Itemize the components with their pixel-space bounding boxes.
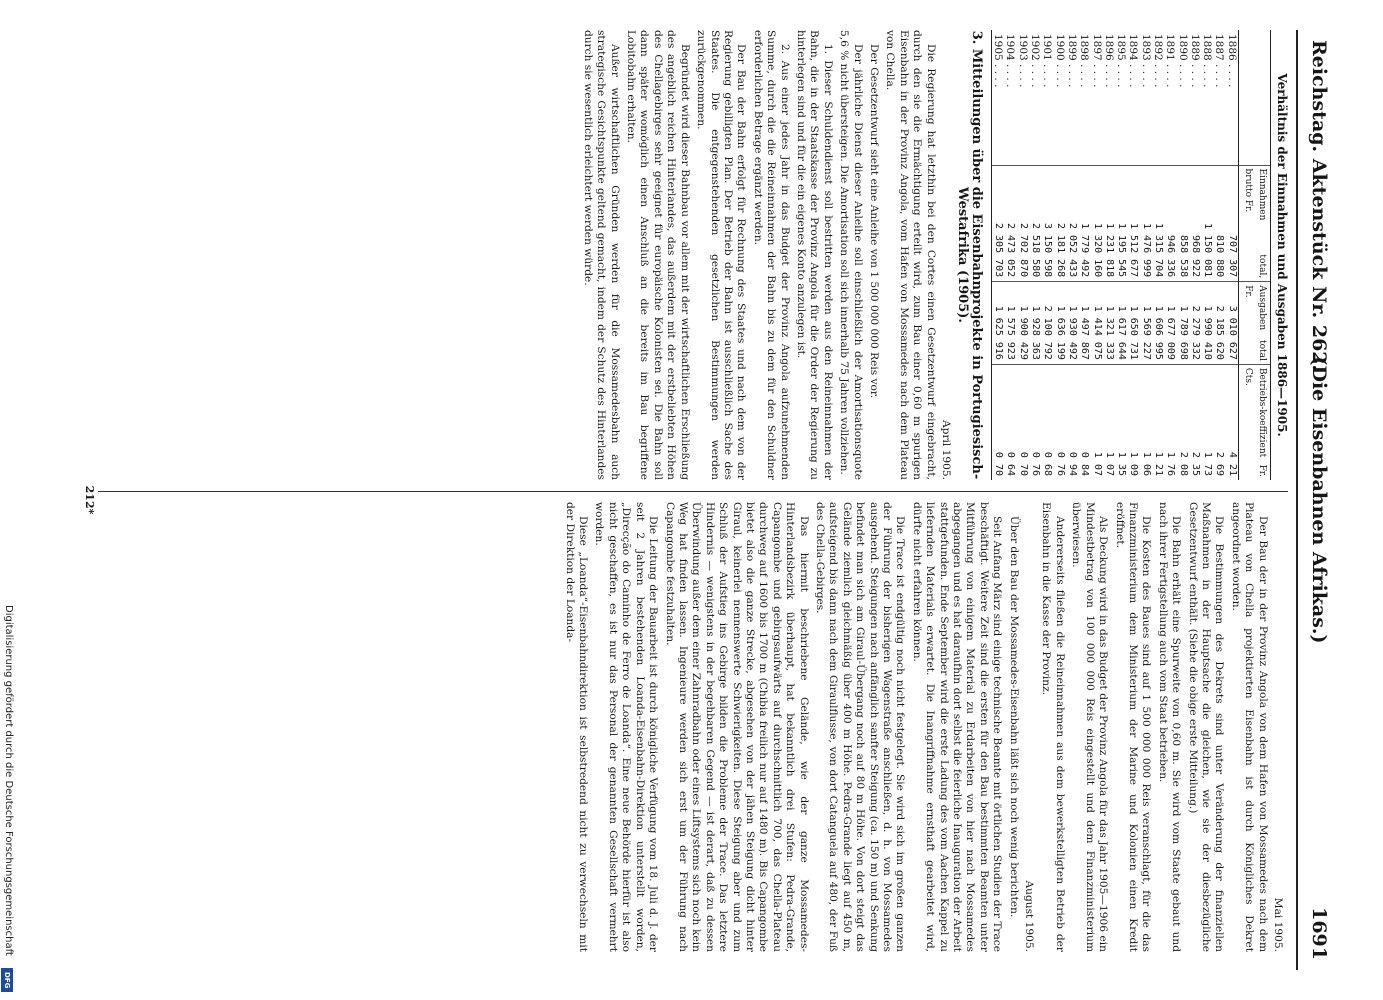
paragraph: Andererseits fließen die Reineinnahmen aus dem bewerkstelligten Betrieb der Eisenbahn in die Kasse der Provinz. [1040,502,1066,952]
table-cell-value: 1 990 410 [1201,282,1213,365]
table-cell-value: 2 185 620 [1213,282,1225,365]
table-cell-value: 0 64 [1004,364,1016,480]
table-cell-value: 2 305 703 [991,165,1004,282]
table-row [1053,30,1065,480]
table-cell-value: 968 922 [1189,165,1201,282]
paragraph: Die Regierung hat letzthin bei den Cortes einen Gesetzentwurf eingebracht, durch den sie die Ermächtigung erteilt wird, zum Bau einer 0,60 m spurigen Eisenbahn in der Provinz Angola, vom Hafen von Mossamedes nach dem Plateau von Chella. [884,30,937,480]
table-cell-value: 1 625 916 [991,282,1004,365]
table-cell-value: 858 538 [1176,165,1188,282]
paragraph: Die Bahn erhält eine Spurweite von 0,60 m. Sie wird vom Staate gebaut und nach ihrer Fertigstellung auch vom Staat betrieben. [1156,502,1183,952]
table-cell-value: 0 70 [1016,364,1028,480]
left-column [577,30,1288,480]
table-row [1164,30,1176,480]
table-cell-value: 946 336 [1164,165,1176,282]
table-cell-year: 1900 . . . . [1053,34,1066,88]
table-cell-value: 1 497 867 [1078,282,1090,365]
paragraph: Der Gesetzentwurf sieht eine Anleihe von 1 500 000 000 Reis vor. [868,44,880,399]
revenue-table [991,30,1271,480]
paragraph: Die Trace ist endgültig noch nicht festgelegt. Sie wird sich im großen ganzen der Führung der bisherigen Wagenstraße anschließen, d. h. von Mossamedes ausgehend. Steigungen nach anfänglich sanfter Steigung (ca. 150 m) und Senkung befindet man sich am Giraul-Übergang noch auf 80 m Höhe. Von dort steigt das Gelände ziemlich gleichmäßig über 400 m Höhe. Pedra-Grande liegt auf 450 m, aufsteigend bis dann nach dem Giraulflusse, von dort Catanguela auf 480, der Fuß des Chella-Gebirges. [814,502,907,952]
table-header-row [1238,30,1270,480]
funding-note [0,605,14,995]
table-cell-value: 1 650 731 [1127,282,1139,365]
table-cell-value: 1 512 677 [1127,165,1139,282]
header-rule [1296,30,1298,970]
table-cell-value: 2 473 052 [1004,165,1016,282]
table-row [1201,30,1213,480]
table-row [1189,30,1201,480]
table-row [1115,30,1127,480]
table-cell-value: 1 900 429 [1016,282,1028,365]
table-row [1213,30,1225,480]
left-body-text [580,30,936,480]
paragraph: Als Deckung wird in das Budget der Provinz Angola für das Jahr 1905—1906 ein Mindestbetrag von 100 000 000 Reis eingestellt und dem Finanzministerium überwiesen. [1070,502,1110,952]
table-cell-year: 1888 . . . . [1201,34,1214,88]
table-row [1127,30,1139,480]
date-label: April 1905. [940,420,953,480]
table-cell-value: 707 307 [1225,165,1238,282]
paragraph: Der Bau der Bahn erfolgt für Rechnung des Staates und nach dem von der Regierung gebilligten Plan. Der Betrieb der Bahn ist ausschließlich Sache des Staates. Die entgegenstehenden gesetzlichen Bestimmungen werden zurückgenommen. [695,30,748,480]
table-cell-year: 1890 . . . . [1176,34,1189,88]
paragraph: Seit Anfang März sind einige technische Beamte mit örtlichen Studien der Trace beschäftigt. Weitere Zeit sind die ersten für den Bau bestimmten Beamten unter Mitführung von einigem Material zu Erdarbeiten von hier nach Mossamedes abgegangen und es hat daraufhin dort selbst die feierliche Inauguration der Arbeit stattgefunden. Ende September wird die erste Ladung des vom Aachen Kappel zu liefernden Materials erwartet. Die Inangriffnahme ernsthaft gearbeitet wird, dürfte nicht erfahren können. [910,502,1004,952]
table-row [1139,30,1151,480]
paragraph: Außer wirtschaftlichen Gründen werden für die Mossamedesbahn auch strategische Gesichtspunkte geltend gemacht, indem der Schutz des Hinterlandes durch sie wesentlich erleichtert werden würde. [581,30,621,480]
table-header-col: Einnahmen total, brutto Fr. [1238,165,1270,282]
header-center: (Die Eisenbahnen Afrikas.) [1308,356,1330,644]
table-cell-year: 1894 . . . . [1127,34,1140,88]
date-label: Mai 1905. [1272,897,1284,952]
table-cell-value: 1 617 644 [1115,282,1127,365]
table-row [1103,30,1115,480]
table-title: Verhältnis der Einnahmen und Ausgaben 1886—1905. [1275,73,1289,437]
table-cell-year: 1905 . . . . [991,30,1004,165]
table-header-year [1238,30,1270,165]
paragraph: Diese „Loanda“-Eisenbahndirektion ist selbstredend nicht zu verwechseln mit der Direktion der Loanda- [563,502,590,952]
header-left: Reichstag. Aktenstück Nr. 262. [1308,40,1330,372]
paragraph: Über den Bau der Mossamedes-Eisenbahn läßt sich noch wenig berichten. [1007,516,1020,918]
table-cell-value: 1 789 698 [1176,282,1188,365]
table-cell-value: 810 880 [1213,165,1225,282]
table-header-col: Betriebs-koeffizient Fr. Cts. [1238,364,1270,480]
paragraph: Der Bau der in der Provinz Angola von dem Hafen von Mossamedes nach dem Plateau von Chella projektierten Eisenbahn ist durch Königliches Dekret angeordnet worden. [1229,502,1269,952]
table-cell-year: 1896 . . . . [1102,34,1115,88]
table-cell-value: 2 181 268 [1053,165,1065,282]
table-cell-year: 1904 . . . . [1004,34,1017,88]
table-cell-value: 1 315 704 [1152,165,1164,282]
table-cell-value: 1 09 [1127,364,1139,480]
table-row [1029,30,1041,480]
table-cell-value: 1 07 [1103,364,1115,480]
table-cell-value: 2 08 [1176,364,1188,480]
table-cell-value: 1 150 081 [1201,165,1213,282]
right-body-text-a [1039,502,1269,952]
table-cell-year: 1897 . . . . [1090,34,1103,88]
table-row [1176,30,1188,480]
table-cell-value: 1 76 [1164,364,1176,480]
table-cell-year: 1899 . . . . [1065,34,1078,88]
table-cell-year: 1886 . . . . [1225,34,1238,88]
table-cell-value: 1 195 545 [1115,165,1127,282]
table-row [1078,30,1090,480]
table-cell-value: 2 702 870 [1016,165,1028,282]
table-cell-year: 1891 . . . . [1164,34,1177,88]
table-cell-value: 0 70 [991,364,1004,480]
section-heading: 3. Mitteilungen über die Eisenbahnprojekte in Portugiesisch-Westafrika (1905). [955,30,984,480]
table-cell-value: 4 21 [1225,364,1238,480]
table-header-col: Ausgaben total Fr. [1238,282,1270,365]
funding-note-text: Digitalisierung gefördert durch die Deutsche Forschungsgemeinschaft [3,605,14,956]
table-cell-value: 2 100 792 [1041,282,1053,365]
table-cell-value: 1 35 [1115,364,1127,480]
table-cell-value: 1 476 999 [1139,165,1151,282]
paragraph: Das hiermit beschriebene Gelände, wie der ganze Mossamedes-Hinterlandsbezirk überhaupt, hat bekanntlich drei Stufen: Pedra-Grande, Capangombe und gebirgsaufwärts auf durchschnittlich 700, das Chella-Plateau durchweg auf 1600 bis 1700 m (Chibia freilich nur auf 1480 m). Bis Capangombe bietet also die ganze Strecke, abgesehen von der jähen Steigung dicht hinter Giraul, keinerlei nennenswerte Schwierigkeiten. Diese Steigung aber und zum Schluß der Aufstieg ins Gebirge bilden die Probleme der Trace. Das letztere Hindernis — wenigstens in der begehbaren Gegend — ist derart, daß zu dessen Überwindung außer dem einer Zahnradbahn oder eines Liftsystems sich noch kein Weg hat finden lassen. Ingenieure werden sich erst um der Führung nach Capangombe festzuhalten. [663,502,810,952]
table-cell-year: 1903 . . . . [1016,34,1029,88]
document-page [66,30,1336,970]
table-cell-value: 1 320 160 [1090,165,1102,282]
table-row [1016,30,1028,480]
table-cell-value: 3 010 627 [1225,282,1238,365]
table-row [1041,30,1053,480]
table-cell-year: 1887 . . . . [1213,34,1226,88]
table-row [991,30,1004,480]
table-cell-value: 1 07 [1090,364,1102,480]
table-cell-value: 2 052 433 [1066,165,1078,282]
table-cell-year: 1893 . . . . [1139,34,1152,88]
table-cell-value: 3 150 598 [1041,165,1053,282]
table-cell-value: 2 35 [1189,364,1201,480]
table-cell-value: 1 06 [1139,364,1151,480]
page-header [1296,30,1336,970]
table-cell-value: 2 279 332 [1189,282,1201,365]
table-row [1004,30,1016,480]
table-cell-year: 1898 . . . . [1078,34,1091,88]
table-cell-value: 1 606 995 [1152,282,1164,365]
table-cell-value: 1 636 199 [1053,282,1065,365]
table-cell-year: 1889 . . . . [1188,34,1201,88]
page-number: 1691 [1308,907,1330,960]
table-cell-year: 1901 . . . . [1041,34,1054,88]
table-row [1152,30,1164,480]
right-column [559,502,1288,952]
table-cell-value: 0 76 [1029,364,1041,480]
table-cell-year: 1892 . . . . [1152,34,1164,88]
column-divider [98,491,1288,492]
table-cell-value: 0 94 [1066,364,1078,480]
paragraph: 1. Dieser Schuldendienst soll bestritten werden aus den Reineinnahmen der Bahn, die in der Staatskasse der Provinz Angola für die Order der Regierung zu hinterlegen sind und für die ein eigenes Konto anzulegen ist. [794,30,834,480]
table-row [1090,30,1102,480]
table-cell-year: 1895 . . . . [1115,34,1128,88]
table-cell-value: 1 321 333 [1103,282,1115,365]
table-cell-value: 1 231 818 [1103,165,1115,282]
table-cell-value: 2 69 [1213,364,1225,480]
footer-mark: 212* [83,485,96,515]
table-row [1066,30,1078,480]
table-cell-value: 1 73 [1201,364,1213,480]
table-cell-value: 1 21 [1152,364,1164,480]
paragraph: Die Bestimmungen des Dekrets sind unter Veränderung der finanziellen Maßnahmen in der Hauptsache die gleichen, wie sie der diesbezügliche Gesetzentwurf enthält. (Siehe die obige erste Mitteilung.) [1186,502,1226,952]
table-cell-value: 1 575 923 [1004,282,1016,365]
table-cell-value: 0 68 [1041,364,1053,480]
paragraph: 2. Aus einer jedes Jahr in das Budget der Provinz Angola aufzunehmenden Summe, durch die die Reineinnahmen der Bahn bis zu dem für den Schuldner erforderlichen Betrage ergänzt werden. [751,30,791,480]
paragraph: Die Kosten des Baues sind auf 1 500 000 000 Reis veranschlagt, für die das Finanzministerium dem Ministerium der Marine und Kolonien einen Kredit eröffnet. [1113,502,1153,952]
table-cell-value: 1 414 075 [1090,282,1102,365]
paragraph: Der jährliche Dienst dieser Anleihe soll einschließlich der Amortisationsquote 5,6 % nicht übersteigen. Die Amortisation soll sich innerhalb 75 Jahren vollziehen. [838,30,864,480]
paragraph: Begründet wird dieser Bahnbau vor allem mit der wirtschaftlichen Erschließung des angeblich reichen Hinterlandes, das außerdem mit der erstbeliebten Höhen des Chellagebirges sehr geeignet für europäische Kolonisten sei. Die Bahn soll dann später womöglich einen Anschluß an die bereits im Bau begriffene Lobitobahn erhalten. [625,30,691,480]
table-cell-value: 1 930 492 [1066,282,1078,365]
table-cell-value: 0 76 [1053,364,1065,480]
table-cell-value: 2 518 580 [1029,165,1041,282]
table-cell-value: 1 779 492 [1078,165,1090,282]
paragraph: Die Leitung der Bauarbeit ist durch königliche Verfügung vom 18. Juli d. J. der seit 2 Jahren bestehenden Loanda-Eisenbahn-Direktion unterstellt worden, „Direcção do Caminho de Ferro de Loanda“. Eine neue Behörde hierfür ist also nicht geschaffen, es ist nur das Personal der genannten Gesellschaft vermehrt worden. [593,502,660,952]
table-cell-value: 0 84 [1078,364,1090,480]
table-cell-value: 1 928 363 [1029,282,1041,365]
table-cell-value: 1 569 227 [1139,282,1151,365]
right-body-text-b [562,502,1019,952]
date-label: August 1905. [1023,880,1036,952]
table-row [1225,30,1238,480]
table-cell-year: 1902 . . . . [1029,34,1042,88]
table-cell-value: 1 677 009 [1164,282,1176,365]
dfg-logo: DFG [1,968,13,992]
